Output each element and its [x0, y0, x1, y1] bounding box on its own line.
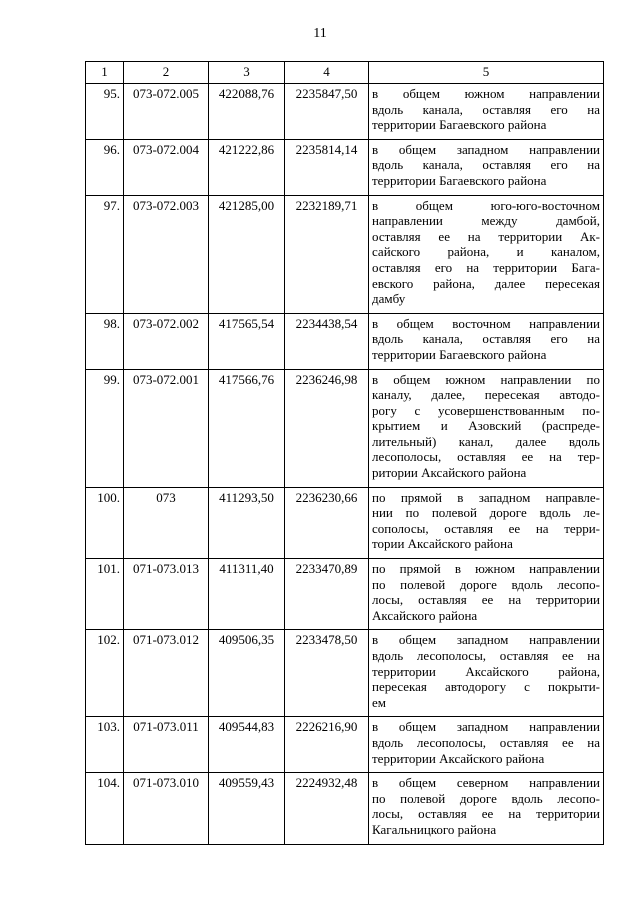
- description-line: вдоль канала, оставляя его на: [372, 331, 600, 347]
- boundary-description: [369, 195, 604, 313]
- page-number: 11: [313, 26, 327, 41]
- table-row: [86, 717, 604, 773]
- point-id: 073-072.004: [124, 139, 209, 195]
- point-id: 073-072.003: [124, 195, 209, 313]
- column-header-y: 4: [285, 62, 369, 84]
- description-line: в общем северном направлении: [372, 775, 600, 791]
- coordinate-y: 2235847,50: [285, 84, 369, 140]
- description-line: лесополосы, оставляя ее на тер-: [372, 449, 600, 465]
- point-id: 071-073.010: [124, 773, 209, 844]
- row-number: 102.: [86, 630, 124, 717]
- description-line: оставляя его на территории Бага-: [372, 259, 600, 275]
- table-header-row: [86, 62, 604, 84]
- point-id: 073: [124, 487, 209, 558]
- column-header-number: 1: [86, 62, 124, 84]
- boundary-points-table: [85, 61, 604, 845]
- boundary-description: [369, 630, 604, 717]
- coordinate-y: 2226216,90: [285, 717, 369, 773]
- point-id: 073-072.005: [124, 84, 209, 140]
- description-line: территории Багаевского района: [372, 346, 547, 362]
- row-number: 100.: [86, 487, 124, 558]
- coordinate-x: 409506,35: [209, 630, 285, 717]
- coordinate-y: 2224932,48: [285, 773, 369, 844]
- boundary-description: [369, 487, 604, 558]
- description-line: в общем западном направлении: [372, 141, 600, 157]
- table-row: [86, 559, 604, 630]
- description-line: в общем западном направлении: [372, 719, 600, 735]
- description-line: сайского района, и каналом,: [372, 244, 600, 260]
- description-line: лосы, оставляя ее на территории: [372, 592, 600, 608]
- boundary-description: [369, 369, 604, 487]
- coordinate-y: 2233478,50: [285, 630, 369, 717]
- description-line: тории Аксайского района: [372, 536, 513, 552]
- coordinate-y: 2233470,89: [285, 559, 369, 630]
- row-number: 97.: [86, 195, 124, 313]
- row-number: 95.: [86, 84, 124, 140]
- description-line: лосы, оставляя ее на территории: [372, 806, 600, 822]
- coordinate-x: 421222,86: [209, 139, 285, 195]
- row-number: 103.: [86, 717, 124, 773]
- table-row: [86, 313, 604, 369]
- coordinate-y: 2235814,14: [285, 139, 369, 195]
- description-line: территории Аксайского района,: [372, 663, 600, 679]
- boundary-description: [369, 313, 604, 369]
- table-row: [86, 139, 604, 195]
- coordinate-x: 409559,43: [209, 773, 285, 844]
- row-number: 96.: [86, 139, 124, 195]
- coordinate-x: 421285,00: [209, 195, 285, 313]
- description-line: ритории Аксайского района: [372, 465, 527, 481]
- table-row: [86, 773, 604, 844]
- description-line: территории Багаевского района: [372, 117, 547, 133]
- point-id: 071-073.012: [124, 630, 209, 717]
- coordinate-y: 2234438,54: [285, 313, 369, 369]
- column-header-x: 3: [209, 62, 285, 84]
- description-line: Кагальницкого района: [372, 821, 497, 837]
- table-row: [86, 84, 604, 140]
- coordinate-x: 411311,40: [209, 559, 285, 630]
- description-line: вдоль лесополосы, оставляя ее на: [372, 648, 600, 663]
- table-row: [86, 630, 604, 717]
- coordinate-y: 2232189,71: [285, 195, 369, 313]
- point-id: 073-072.002: [124, 313, 209, 369]
- row-number: 98.: [86, 313, 124, 369]
- row-number: 104.: [86, 773, 124, 844]
- coordinate-y: 2236230,66: [285, 487, 369, 558]
- description-line: Аксайского района: [372, 607, 478, 623]
- description-line: в общем западном направлении: [372, 632, 600, 648]
- table-row: [86, 487, 604, 558]
- description-line: вдоль канала, оставляя его на: [372, 157, 600, 173]
- boundary-description: [369, 559, 604, 630]
- description-line: рогу с усовершенствованным по-: [372, 402, 600, 418]
- description-line: по полевой дороге вдоль лесопо-: [372, 790, 600, 806]
- coordinate-x: 411293,50: [209, 487, 285, 558]
- description-line: крытием и Азовский (распреде-: [372, 418, 600, 434]
- description-line: по прямой в южном направлении: [372, 561, 600, 577]
- point-id: 071-073.013: [124, 559, 209, 630]
- description-line: евского района, далее пересекая: [372, 275, 600, 291]
- point-id: 073-072.001: [124, 369, 209, 487]
- description-line: сополосы, оставляя ее на терри-: [372, 520, 600, 536]
- coordinate-y: 2236246,98: [285, 369, 369, 487]
- description-line: в общем южном направлении: [372, 86, 600, 101]
- description-line: нии по полевой дороге вдоль ле-: [372, 505, 600, 521]
- description-line: вдоль канала, оставляя его на: [372, 101, 600, 117]
- description-line: в общем восточном направлении: [372, 315, 600, 331]
- description-line: в общем юго-юго-восточном: [372, 197, 600, 213]
- point-id: 071-073.011: [124, 717, 209, 773]
- boundary-description: [369, 139, 604, 195]
- description-line: по полевой дороге вдоль лесопо-: [372, 576, 600, 592]
- table-row: [86, 195, 604, 313]
- table-row: [86, 369, 604, 487]
- description-line: в общем южном направлении по: [372, 371, 600, 387]
- description-line: вдоль лесополосы, оставляя ее на: [372, 734, 600, 750]
- description-line: ем: [372, 694, 386, 710]
- description-line: оставляя ее на территории Ак-: [372, 228, 600, 244]
- row-number: 99.: [86, 369, 124, 487]
- column-header-point: 2: [124, 62, 209, 84]
- description-line: по прямой в западном направле-: [372, 489, 600, 505]
- description-line: лительный) канал, далее вдоль: [372, 433, 600, 449]
- description-line: направлении между дамбой,: [372, 213, 600, 229]
- column-header-description: 5: [369, 62, 604, 84]
- boundary-description: [369, 717, 604, 773]
- coordinate-x: 409544,83: [209, 717, 285, 773]
- description-line: территории Аксайского района: [372, 750, 545, 766]
- coordinate-x: 422088,76: [209, 84, 285, 140]
- description-line: каналу, далее, пересекая автодо-: [372, 387, 600, 403]
- coordinate-x: 417565,54: [209, 313, 285, 369]
- boundary-description: [369, 773, 604, 844]
- boundary-description: [369, 84, 604, 140]
- row-number: 101.: [86, 559, 124, 630]
- coordinate-x: 417566,76: [209, 369, 285, 487]
- description-line: пересекая автодорогу с покрыти-: [372, 679, 600, 695]
- description-line: дамбу: [372, 291, 406, 307]
- description-line: территории Багаевского района: [372, 172, 547, 188]
